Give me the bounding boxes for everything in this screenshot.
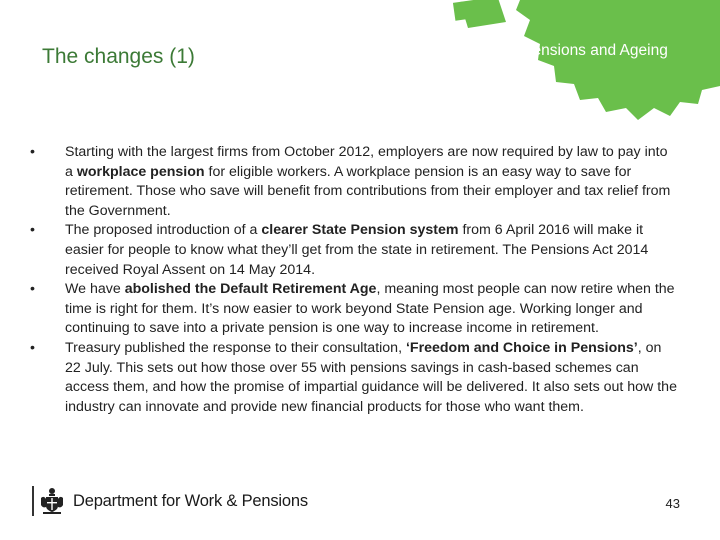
- bullet-text: Starting with the largest firms from October 2012, employers are now required by law to pay into a: [65, 144, 668, 180]
- bullet-emphasis: abolished the Default Retirement Age: [124, 281, 377, 298]
- dwp-logo: [32, 484, 308, 518]
- bullet-text: from 6 April 2016 will make it easier for people to know what they’ll get from the state in retirement. The Pensions Act 2014 received Royal Assent on 14 May 2014.: [65, 222, 649, 278]
- bullet-marker: •: [30, 339, 35, 356]
- bullet-emphasis: clearer State Pension system: [261, 222, 459, 239]
- bullet-text: for eligible workers. A workplace pension is an easy way to save for retirement. Those who save will benefit from contributions from their employer and tax relief from the Government.: [65, 163, 671, 219]
- section-label: Pensions and Ageing: [522, 42, 668, 59]
- bullet-text: The proposed introduction of a: [65, 222, 262, 239]
- bullet-item: [28, 143, 678, 221]
- bullet-item: [28, 280, 678, 339]
- royal-crest-icon: [39, 486, 65, 516]
- bullet-item: [28, 221, 678, 280]
- logo-rule: [32, 486, 34, 516]
- organisation-name: Department for Work & Pensions: [73, 491, 308, 510]
- bullet-emphasis: ‘Freedom and Choice in Pensions’: [405, 339, 638, 356]
- bullet-text: Treasury published the response to their consultation,: [65, 339, 406, 356]
- bullet-item: [28, 339, 678, 417]
- gear-banner-icon: [440, 0, 720, 120]
- bullet-emphasis: workplace pension: [76, 163, 205, 180]
- bullet-marker: •: [30, 281, 35, 298]
- bullet-text: , on 22 July. This sets out how those over 55 with pensions savings in cash-based schemes can access them, and how the promise of impartial guidance will be delivered. It also sets out how the industry can innovate and provide new financial products for those who want them.: [65, 339, 677, 415]
- slide-title: The changes (1): [42, 45, 195, 68]
- bullet-text: We have: [65, 281, 125, 298]
- bullet-marker: •: [30, 144, 35, 160]
- bullet-marker: •: [30, 222, 35, 239]
- page-number: 43: [665, 496, 680, 511]
- bullet-list: [28, 143, 678, 417]
- bullet-text: , meaning most people can now retire when the time is right for them. It’s now easier to work beyond State Pension age. Working longer and continuing to save into a private pension is one way to increase income in retirement.: [65, 281, 675, 337]
